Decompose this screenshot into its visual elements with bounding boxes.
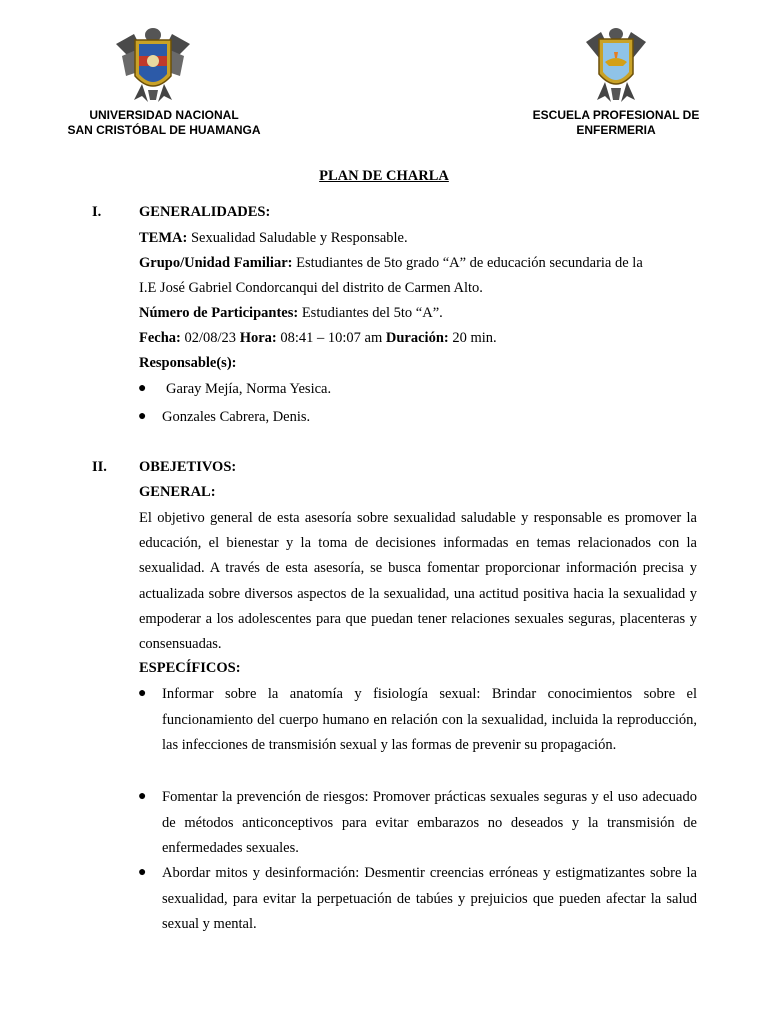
school-name-line1: ESCUELA PROFESIONAL DE: [532, 108, 700, 122]
section2-heading: OBEJETIVOS:: [139, 459, 237, 475]
grupo-value-line2: I.E José Gabriel Condorcanqui del distrito de Carmen Alto.: [139, 280, 483, 296]
university-name-line1: UNIVERSIDAD NACIONAL: [89, 108, 239, 122]
fecha-label: Fecha:: [139, 330, 181, 346]
section1-heading: GENERALIDADES:: [139, 204, 271, 220]
tema-value: Sexualidad Saludable y Responsable.: [187, 230, 408, 246]
duracion-label: Duración:: [385, 330, 449, 346]
nursing-school-crest-icon: [583, 26, 649, 104]
section1-number: I.: [92, 204, 102, 220]
participantes-label: Número de Participantes:: [139, 305, 299, 321]
grupo-value: Estudiantes de 5to grado “A” de educación secundaria de la: [292, 255, 643, 271]
university-name-line2: SAN CRISTÓBAL DE HUAMANGA: [67, 123, 261, 137]
participantes-line: [139, 305, 443, 322]
school-name-line2: ENFERMERIA: [576, 123, 656, 137]
school-name: [466, 108, 766, 138]
fecha-value: 02/08/23: [180, 330, 240, 346]
bullet-icon: ●: [138, 789, 147, 804]
duracion-value: 20 min.: [448, 330, 497, 346]
university-name: [14, 108, 314, 138]
responsable-item: Garay Mejía, Norma Yesica.: [166, 381, 332, 397]
section2-number: II.: [92, 459, 107, 475]
especificos-heading: ESPECÍFICOS:: [139, 660, 241, 676]
hora-value: 08:41 – 10:07 am: [276, 330, 386, 346]
bullet-icon: ●: [138, 686, 147, 701]
specific-objective-item: Fomentar la prevención de riesgos: Promover prácticas sexuales seguras y el uso adecuado de métodos anticonceptivos para evitar embarazos no deseados y la transmisión de enfermedades sexuales.: [162, 789, 697, 856]
general-objective-text: El objetivo general de esta asesoría sobre sexualidad saludable y responsable es promover la educación, el bienestar y la toma de decisiones informadas en temas relacionados con la sexualidad. A través de esta asesoría, se busca fomentar proporcionar información precisa y actualizada sobre diversos aspectos de la sexualidad, una actitud positiva hacia la sexualidad y empoderar a los adolescentes para que puedan tener relaciones sexuales seguras, placenteras y consensuadas.: [139, 510, 697, 653]
general-heading: GENERAL:: [139, 484, 216, 500]
university-crest-icon: [112, 26, 194, 104]
grupo-label: Grupo/Unidad Familiar:: [139, 255, 293, 271]
bullet-icon: ●: [138, 381, 147, 396]
hora-label: Hora:: [239, 330, 277, 346]
specific-objective-item: Abordar mitos y desinformación: Desmentir creencias erróneas y estigmatizantes sobre la sexualidad, para evitar la perpetuación de tabúes y prejuicios que pueden afectar la salud sexual y mental.: [162, 865, 697, 932]
bullet-icon: ●: [138, 865, 147, 880]
bullet-icon: ●: [138, 409, 147, 424]
document-title: PLAN DE CHARLA: [319, 168, 449, 184]
fecha-line: [139, 330, 497, 347]
tema-line: [139, 230, 408, 247]
responsable-item: Gonzales Cabrera, Denis.: [162, 409, 311, 425]
tema-label: TEMA:: [139, 230, 188, 246]
specific-objective-item: Informar sobre la anatomía y fisiología sexual: Brindar conocimientos sobre el funcionamiento del cuerpo humano en relación con la sexualidad, incluida la reproducción, las infecciones de transmisión sexual y las formas de prevenir su propagación.: [162, 686, 697, 753]
participantes-value: Estudiantes del 5to “A”.: [298, 305, 443, 321]
responsables-label: Responsable(s):: [139, 355, 237, 371]
grupo-line: [139, 255, 643, 272]
